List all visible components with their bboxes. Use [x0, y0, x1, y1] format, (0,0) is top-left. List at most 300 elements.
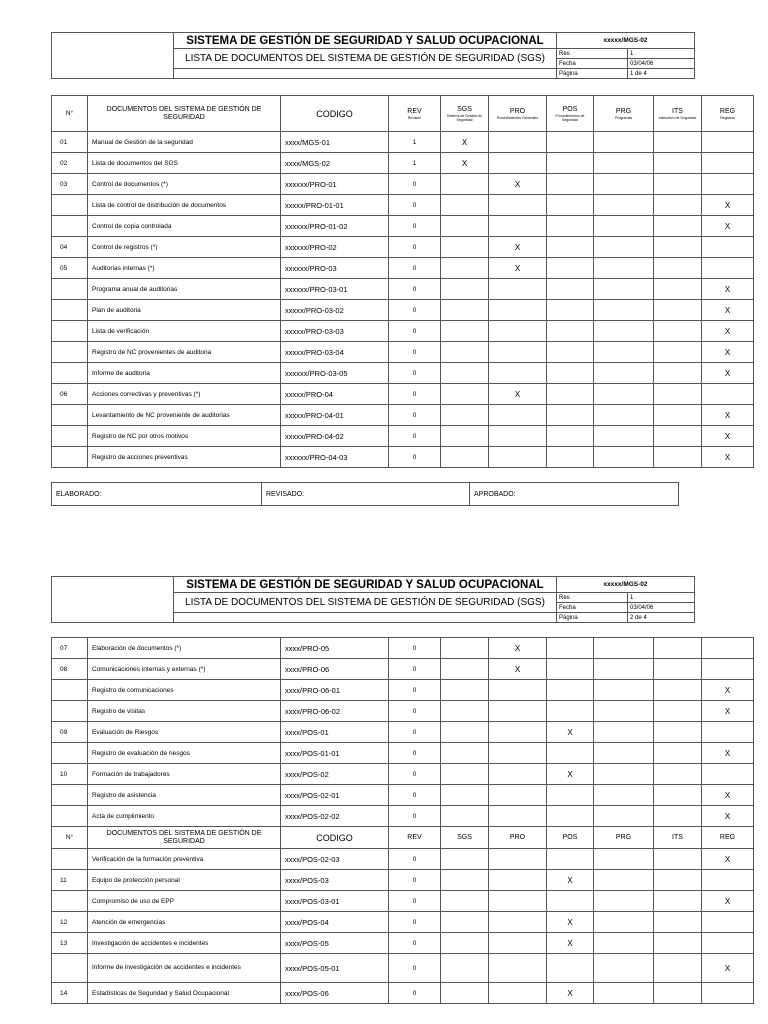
mark-pos: [547, 174, 594, 195]
pagina-value: 2 de 4: [628, 613, 695, 623]
mark-sgs: [441, 764, 489, 785]
mark-pro: [489, 132, 547, 153]
mark-prg: [594, 954, 654, 983]
mark-sgs: [441, 195, 489, 216]
table-row: [52, 342, 754, 363]
mark-pro: [489, 342, 547, 363]
mark-its: [654, 321, 702, 342]
row-number: [52, 891, 88, 912]
mark-sgs: [441, 174, 489, 195]
revision: 0: [389, 300, 441, 321]
mark-sgs: [441, 300, 489, 321]
mark-pos: [547, 659, 594, 680]
mark-prg: [594, 279, 654, 300]
mark-its: [654, 659, 702, 680]
revision: 0: [389, 870, 441, 891]
row-number: [52, 785, 88, 806]
table-row: [52, 426, 754, 447]
mark-its: [654, 764, 702, 785]
document-code: xxxx/POS-03: [281, 870, 389, 891]
mark-pos: [547, 849, 594, 870]
table-row: [52, 405, 754, 426]
mark-pos: [547, 300, 594, 321]
pagina-label: Página: [557, 69, 628, 79]
row-number: 01: [52, 132, 88, 153]
mark-pro: [489, 849, 547, 870]
document-code: xxxxx/PRO-04: [281, 384, 389, 405]
row-number: 04: [52, 237, 88, 258]
mark-reg: X: [702, 447, 754, 468]
row-number: [52, 447, 88, 468]
table-row: [52, 701, 754, 722]
mark-pos: [547, 785, 594, 806]
mark-pos: [547, 954, 594, 983]
mark-its: [654, 638, 702, 659]
mark-sgs: [441, 954, 489, 983]
mark-pos: [547, 321, 594, 342]
revision: 0: [389, 764, 441, 785]
mark-reg: X: [702, 849, 754, 870]
table-row: [52, 743, 754, 764]
logo-cell: [52, 577, 174, 623]
mark-its: [654, 132, 702, 153]
doc-title: SISTEMA DE GESTIÓN DE SEGURIDAD Y SALUD OCUPACIONAL: [174, 577, 557, 593]
document-code: xxxxxx/PRO-01: [281, 174, 389, 195]
revision: 0: [389, 849, 441, 870]
mark-pos: [547, 363, 594, 384]
pagina-label: Página: [557, 613, 628, 623]
document-code: xxxx/PRO-06-01: [281, 680, 389, 701]
mark-its: [654, 342, 702, 363]
mark-pro: [489, 912, 547, 933]
mark-reg: X: [702, 785, 754, 806]
table-row: [52, 216, 754, 237]
document-name: Lista de documentos del SGS: [88, 153, 281, 174]
mark-its: [654, 405, 702, 426]
document-code: xxxxx/PRO-04-02: [281, 426, 389, 447]
mark-pro: [489, 279, 547, 300]
mark-pro: [489, 722, 547, 743]
rev-value: 1: [628, 49, 695, 59]
revision: 0: [389, 954, 441, 983]
document-name: Verificación de la formación preventiva: [88, 849, 281, 870]
mark-its: [654, 363, 702, 384]
mark-sgs: [441, 659, 489, 680]
signature-block: [51, 482, 679, 506]
revision: 0: [389, 912, 441, 933]
pagina-value: 1 de 4: [628, 69, 695, 79]
document-code: xxxx/MGS-01: [281, 132, 389, 153]
mark-sgs: [441, 680, 489, 701]
mark-reg: X: [702, 426, 754, 447]
row-number: 06: [52, 384, 88, 405]
revision: 0: [389, 659, 441, 680]
revision: 0: [389, 258, 441, 279]
mark-reg: [702, 870, 754, 891]
col-pro: PRO Procedimientos Generales: [489, 96, 547, 132]
mark-prg: [594, 849, 654, 870]
revision: 0: [389, 237, 441, 258]
revision: 0: [389, 384, 441, 405]
mark-pro: [489, 806, 547, 827]
mark-prg: [594, 806, 654, 827]
table-row: [52, 849, 754, 870]
document-name: Auditorias internas (*): [88, 258, 281, 279]
row-number: 08: [52, 659, 88, 680]
mark-its: [654, 258, 702, 279]
mark-pro: [489, 153, 547, 174]
row-number: [52, 701, 88, 722]
mark-prg: [594, 933, 654, 954]
mark-prg: [594, 764, 654, 785]
document-name: Registro de asistencia: [88, 785, 281, 806]
mark-pro: [489, 195, 547, 216]
row-number: [52, 321, 88, 342]
revision: 0: [389, 405, 441, 426]
mark-pro: X: [489, 258, 547, 279]
document-name: Registro de NC provenientes de auditoria: [88, 342, 281, 363]
row-number: 02: [52, 153, 88, 174]
mark-its: [654, 983, 702, 1004]
mark-prg: [594, 153, 654, 174]
mark-sgs: [441, 384, 489, 405]
mark-sgs: [441, 870, 489, 891]
mark-pos: [547, 216, 594, 237]
mark-its: [654, 849, 702, 870]
mark-reg: [702, 722, 754, 743]
mark-reg: X: [702, 321, 754, 342]
mark-reg: [702, 764, 754, 785]
document-name: Lista de control de distribución de documentos: [88, 195, 281, 216]
revision: 0: [389, 638, 441, 659]
row-number: [52, 954, 88, 983]
col-pos: POS Procedimientos de Seguridad: [547, 96, 594, 132]
documents-table-page2: [51, 637, 754, 1004]
mark-pro: [489, 680, 547, 701]
mark-prg: [594, 743, 654, 764]
revision: 0: [389, 933, 441, 954]
document-code: xxxx/MGS-02: [281, 153, 389, 174]
document-name: Formación de trabajadores: [88, 764, 281, 785]
revision: 0: [389, 426, 441, 447]
document-name: Registro de NC por otros motivos: [88, 426, 281, 447]
row-number: [52, 216, 88, 237]
mark-its: [654, 701, 702, 722]
mark-reg: [702, 132, 754, 153]
mark-sgs: [441, 342, 489, 363]
document-code: xxxxxx/PRO-03-05: [281, 363, 389, 384]
revision: 0: [389, 743, 441, 764]
row-number: [52, 195, 88, 216]
mark-pro: [489, 447, 547, 468]
mark-reg: X: [702, 806, 754, 827]
document-name: Manual de Gestión de la seguridad: [88, 132, 281, 153]
mark-its: [654, 891, 702, 912]
mark-prg: [594, 912, 654, 933]
revision: 0: [389, 174, 441, 195]
mark-pos: [547, 153, 594, 174]
table-row: [52, 806, 754, 827]
mark-prg: [594, 195, 654, 216]
document-code: xxxxxx/PRO-03-01: [281, 279, 389, 300]
mark-prg: [594, 132, 654, 153]
mark-prg: [594, 174, 654, 195]
mark-sgs: [441, 237, 489, 258]
mark-pro: [489, 954, 547, 983]
document-code: xxxxx/PRO-03-03: [281, 321, 389, 342]
document-name: Acta de cumplimiento: [88, 806, 281, 827]
revision: 0: [389, 321, 441, 342]
mark-pos: X: [547, 870, 594, 891]
mark-pos: [547, 743, 594, 764]
mark-pos: X: [547, 722, 594, 743]
mark-pro: [489, 891, 547, 912]
table-row: [52, 722, 754, 743]
table-row: [52, 983, 754, 1004]
mark-reg: X: [702, 342, 754, 363]
mark-reg: [702, 258, 754, 279]
mark-sgs: [441, 806, 489, 827]
document-name: Estadísticas de Seguridad y Salud Ocupacional: [88, 983, 281, 1004]
document-name: Registro de evaluación de riesgos: [88, 743, 281, 764]
row-number: 10: [52, 764, 88, 785]
mark-reg: X: [702, 680, 754, 701]
mark-pos: [547, 701, 594, 722]
document-name: Evaluación de Riesgos: [88, 722, 281, 743]
row-number: [52, 680, 88, 701]
mark-reg: X: [702, 891, 754, 912]
mark-pos: X: [547, 983, 594, 1004]
table-row: [52, 237, 754, 258]
col-num: N°: [52, 96, 88, 132]
row-number: 11: [52, 870, 88, 891]
mark-prg: [594, 659, 654, 680]
mark-reg: [702, 174, 754, 195]
mark-reg: [702, 384, 754, 405]
doc-subtitle: LISTA DE DOCUMENTOS DEL SISTEMA DE GESTIÓN DE SEGURIDAD (SGS): [174, 49, 557, 69]
document-name: Control de registros (*): [88, 237, 281, 258]
mark-sgs: [441, 912, 489, 933]
mark-prg: [594, 722, 654, 743]
col-its: ITS Instructivo de Seguridad: [654, 96, 702, 132]
fecha-label: Fecha: [557, 603, 628, 613]
revisado-field: REVISADO:: [262, 483, 470, 506]
document-code: xxxxxx/PRO-03: [281, 258, 389, 279]
mark-reg: X: [702, 279, 754, 300]
table-row: [52, 258, 754, 279]
doc-title: SISTEMA DE GESTIÓN DE SEGURIDAD Y SALUD OCUPACIONAL: [174, 33, 557, 49]
table-row: [52, 891, 754, 912]
document-code: xxxx/POS-02-03: [281, 849, 389, 870]
document-code: xxxx/PRO-06: [281, 659, 389, 680]
doc-code: xxxxx/MGS-02: [557, 577, 695, 593]
mark-its: [654, 174, 702, 195]
table-row: [52, 447, 754, 468]
document-code: xxxxxx/PRO-01-02: [281, 216, 389, 237]
document-code: xxxxx/PRO-03-04: [281, 342, 389, 363]
mark-pro: [489, 983, 547, 1004]
document-name: Acciones correctivas y preventivas (*): [88, 384, 281, 405]
mark-prg: [594, 342, 654, 363]
mark-sgs: [441, 638, 489, 659]
mark-prg: [594, 638, 654, 659]
document-code: xxxxxx/PRO-04-03: [281, 447, 389, 468]
page2-header: [51, 576, 695, 623]
row-number: [52, 300, 88, 321]
row-number: 05: [52, 258, 88, 279]
document-code: xxxx/POS-02: [281, 764, 389, 785]
mark-its: [654, 912, 702, 933]
mark-prg: [594, 384, 654, 405]
row-number: [52, 426, 88, 447]
document-name: Plan de auditoria: [88, 300, 281, 321]
column-header-row: [52, 96, 754, 132]
row-number: [52, 279, 88, 300]
mark-prg: [594, 426, 654, 447]
document-code: xxxx/POS-05: [281, 933, 389, 954]
mark-reg: [702, 237, 754, 258]
mark-its: [654, 216, 702, 237]
document-code: xxxxxx/PRO-02: [281, 237, 389, 258]
mark-reg: X: [702, 954, 754, 983]
revision: 1: [389, 153, 441, 174]
mark-pro: [489, 321, 547, 342]
table-row: [52, 300, 754, 321]
revision: 0: [389, 891, 441, 912]
mark-pos: X: [547, 912, 594, 933]
mark-its: [654, 785, 702, 806]
document-name: Registro de comunicaciones: [88, 680, 281, 701]
mark-its: [654, 153, 702, 174]
revision: 0: [389, 363, 441, 384]
revision: 0: [389, 785, 441, 806]
mark-its: [654, 806, 702, 827]
row-number: [52, 743, 88, 764]
mark-its: [654, 237, 702, 258]
mark-reg: X: [702, 216, 754, 237]
fecha-value: 03/04/06: [628, 603, 695, 613]
mark-sgs: [441, 363, 489, 384]
mark-prg: [594, 701, 654, 722]
mark-pro: [489, 785, 547, 806]
table-row: [52, 785, 754, 806]
mark-prg: [594, 216, 654, 237]
mark-sgs: [441, 405, 489, 426]
aprobado-field: APROBADO:: [470, 483, 679, 506]
mark-reg: [702, 153, 754, 174]
document-code: xxxx/PRO-05: [281, 638, 389, 659]
mark-its: [654, 743, 702, 764]
row-number: [52, 806, 88, 827]
mark-pos: X: [547, 933, 594, 954]
mark-pos: [547, 342, 594, 363]
revision: 0: [389, 806, 441, 827]
revision: 0: [389, 279, 441, 300]
mark-sgs: [441, 891, 489, 912]
mark-pos: [547, 279, 594, 300]
document-name: Registro de visitas: [88, 701, 281, 722]
mark-pro: [489, 363, 547, 384]
mark-sgs: [441, 933, 489, 954]
mark-pro: [489, 764, 547, 785]
mark-pos: X: [547, 764, 594, 785]
mark-its: [654, 384, 702, 405]
mark-pro: [489, 870, 547, 891]
mark-its: [654, 954, 702, 983]
table-row: [52, 680, 754, 701]
col-rev: REV Revisión: [389, 96, 441, 132]
row-number: 03: [52, 174, 88, 195]
revision: 0: [389, 447, 441, 468]
mark-prg: [594, 258, 654, 279]
document-name: Investigación de accidentes e incidentes: [88, 933, 281, 954]
mark-prg: [594, 870, 654, 891]
document-code: xxxx/POS-03-01: [281, 891, 389, 912]
revision: 0: [389, 216, 441, 237]
mark-pos: [547, 195, 594, 216]
row-number: 14: [52, 983, 88, 1004]
col-sgs: SGS Sistema de Gestión de Seguridad: [441, 96, 489, 132]
table-row: [52, 659, 754, 680]
mark-sgs: [441, 321, 489, 342]
revision: 0: [389, 680, 441, 701]
mark-sgs: [441, 743, 489, 764]
row-number: [52, 342, 88, 363]
document-name: Comunicaciones internas y externas (*): [88, 659, 281, 680]
document-code: xxxx/POS-02-02: [281, 806, 389, 827]
column-header-row-repeat: N° DOCUMENTOS DEL SISTEMA DE GESTIÓN DE SEGURIDAD CODIGO REV SGS PRO POS PRG ITS REG: [52, 827, 754, 849]
rev-value: 1: [628, 593, 695, 603]
mark-sgs: [441, 279, 489, 300]
row-number: [52, 363, 88, 384]
document-name: Control de documentos (*): [88, 174, 281, 195]
table-row: [52, 174, 754, 195]
document-code: xxxx/POS-04: [281, 912, 389, 933]
mark-sgs: [441, 849, 489, 870]
table-row: [52, 321, 754, 342]
mark-reg: [702, 638, 754, 659]
document-code: xxxx/POS-01: [281, 722, 389, 743]
mark-sgs: [441, 785, 489, 806]
mark-reg: X: [702, 701, 754, 722]
documents-table-page1: [51, 95, 754, 468]
table-row: [52, 153, 754, 174]
mark-pro: [489, 933, 547, 954]
mark-pos: [547, 806, 594, 827]
table-row: [52, 954, 754, 983]
document-name: Control de copia controlada: [88, 216, 281, 237]
mark-prg: [594, 300, 654, 321]
mark-its: [654, 300, 702, 321]
fecha-value: 03/04/06: [628, 59, 695, 69]
document-code: xxxx/PRO-06-02: [281, 701, 389, 722]
revision: 0: [389, 722, 441, 743]
mark-pos: [547, 638, 594, 659]
mark-prg: [594, 680, 654, 701]
table-row: [52, 764, 754, 785]
document-name: Registro de acciones preventivas: [88, 447, 281, 468]
document-name: Informe de investigación de accidentes e incidentes: [88, 954, 281, 983]
doc-code: xxxxx/MGS-02: [557, 33, 695, 49]
table-row: [52, 638, 754, 659]
mark-sgs: [441, 722, 489, 743]
row-number: 07: [52, 638, 88, 659]
mark-pos: [547, 405, 594, 426]
mark-prg: [594, 983, 654, 1004]
table-row: [52, 933, 754, 954]
mark-pro: [489, 743, 547, 764]
mark-sgs: [441, 258, 489, 279]
